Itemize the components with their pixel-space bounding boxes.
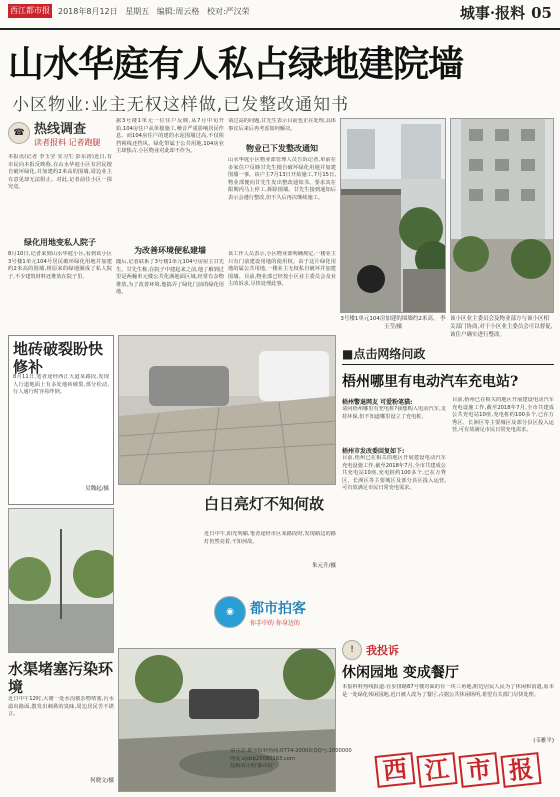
subheadline: 小区物业:业主无权这样做,已发整改通知书: [12, 95, 350, 115]
masthead-logo: 西江都市报: [8, 4, 52, 18]
editor: 编辑:周云格: [156, 7, 200, 16]
kicker-title: 热线调查: [34, 122, 87, 137]
contact-line: 请注意:都市报料热线:0774-20000;QQ号:2000000: [230, 748, 352, 754]
article-text: 山水华庭小区物业部管理人员告诉记者,单前在多家住户反映甘先生擅自破坏绿化用地并加建围墙一事。该户主7月13日开始施工,7月15日,物业部便向甘先生发出整改通知书。要求其在限期内马上停工,拆除围墙。甘先生接到通知后表示会遵行整改,但不久后再次继续施工。: [228, 157, 336, 201]
street-item-2: [204, 495, 336, 575]
contact-line: 网友:xjdsb20080163.com: [230, 755, 296, 762]
inquiry-question-title: 梧州哪里有电动汽车充电站?: [342, 374, 519, 390]
article-text: 请过高的问题,甘先生表示目前也正在处理,具体事宜后来后再考虑如何解决。: [228, 118, 336, 132]
complaint-section: [342, 640, 554, 745]
section-label: 城事·报料 05: [459, 4, 552, 22]
photo-sidewalk-image: [119, 336, 336, 485]
footer-brand-logo: 西 江 市 报: [368, 752, 548, 788]
headline: 山水华庭有人私占绿地建院墙: [8, 43, 464, 85]
urban-pic-title: 都市拍客: [250, 600, 306, 617]
street-title: 地砖破裂盼快修补: [13, 340, 104, 374]
issue-weekday: 星期五: [125, 7, 150, 16]
contact-info: [230, 748, 366, 794]
issue-date: 2018年8月12日: [58, 7, 118, 16]
proofreader: 校对:严汉荣: [206, 7, 250, 16]
contact-line: 投稿请注明'都市报': [230, 763, 275, 770]
news-photo-street-lights: [8, 508, 114, 653]
photo-wall-image: [341, 119, 446, 313]
alert-icon: !: [342, 640, 362, 660]
article-column-1: [8, 118, 112, 328]
article-subtitle: 绿化用地变私人院子: [24, 238, 96, 247]
photo-street-lights-image: [9, 509, 114, 653]
photo-caption: 3号楼1单元104房加建的围墙约2米高。 李玉莹/摄: [340, 316, 446, 330]
street-byline: 何晓文/摄: [90, 778, 114, 784]
complaint-text: 本报料料热线报道:在步排路87号楼对面的有一块三角地,附近居民人民为了休闲和消遣,原本是一处绿化休闲园地,近日被人改为了餐厅,占据公共休闲场所,希望有关部门尽快处理。: [342, 684, 554, 698]
street-text: 近日中午12时,大塘一处水沟被杂物堵塞,污水溢出路面,散发出刺鼻的臭味,周边居民苦不堪言。: [8, 696, 114, 718]
complaint-title: 休闲园地 变成餐厅: [342, 665, 459, 681]
article-subtitle: 为改善环境便私建墙: [134, 246, 206, 255]
photo-caption: 该小区业主委员会及物业部方与该小区相关部门协商,对于小区业主委员会可以督促,该住户确实进行整改。: [450, 316, 553, 338]
street-text: 8月11日,笔者途经西江大道某路段,发现人行道地面上有多处地砖破裂,部分松动,行人通行时容易绊倒。: [13, 374, 109, 396]
article-text: 据3号楼1单元一位住户反映,从7月中旬开始,104房住户从单独施工,噪音严重影响居民作息。而104房住户的建的水泥围墙过高,不仅阻挡视线还挡风。绿化带属于公共用地,104房业主却独占,小区物业对此却不作为。: [116, 118, 224, 155]
reply-text: 目前,梧州已在相关的地区开展建设电动汽车充电设施工作,截至2018年7月,全市共建成公共充电站10座,充电桩约100多个,已在万秀区、长洲区等主要城区及部分县区投入运营,可有效满足市民日常充电需求。: [342, 455, 446, 492]
news-photo-wall: [340, 118, 446, 313]
article-column-2: [116, 118, 224, 328]
article-subtitle: 物业已下发整改通知: [246, 144, 318, 153]
article-text: 本报讯(记者 李玉莹 实习生 彭东涛)近日,有市民向本报反映称,在山水华庭小区有居民擅自破坏绿化,并加建约2米高的围墙,周边业主有意见却无法阻止。对此,记者前往小区一探究竟。: [8, 154, 112, 191]
news-photo-sidewalk: [118, 335, 336, 485]
street-title: 白日亮灯不知何故: [204, 495, 325, 513]
issue-meta: [58, 6, 255, 17]
article-column-3: [228, 118, 336, 328]
camera-icon: ◉: [214, 596, 246, 628]
page-header: [0, 0, 560, 30]
street-item-1: [8, 335, 114, 505]
photo-building-image: [451, 119, 554, 313]
reply-text-continued: 目前,梧州已在相关的地区开展建设电动汽车充电设施工作,截至2018年7月,全市共建成公共充电站10座,充电桩约100多个,已在万秀区、长洲区等主要城区及部分县区投入运营,可有效满足市民日常充电需求。: [452, 397, 554, 434]
urban-pic-subtitle: 你手中的 你身边的: [250, 619, 300, 627]
urban-pic-badge: [214, 582, 334, 642]
page-number: 05: [531, 4, 552, 22]
reply-from: 梧州市发改委回复如下:: [342, 448, 405, 455]
inquiry-question: 请问梧州哪里有充电桩?我想购入电动汽车,支持环保,但不知道哪里设立了充电桩。: [342, 406, 446, 420]
street-byline: 朱元升/摄: [312, 563, 336, 569]
complaint-label: 我投诉: [366, 644, 399, 657]
inquiry-from: 梧州警退网友 可爱粉笔猫:: [342, 399, 413, 406]
news-photo-building: [450, 118, 554, 313]
complaint-byline: (韦雅平): [533, 738, 554, 744]
article-text: 8月10日,记者来到山水华庭小区,看到该小区3号楼1单元104号居民破坏绿化用地并加建约2米高的围墙,将原来的绿地圈成了私人院子,不少建筑材料还堆放在院子里。: [8, 251, 112, 280]
article-text: 随后,记者联系了3号楼1单元104号房屋主甘先生。甘先生称,在院子中建起来之前,他了解到过里是两幢单元楼公共化满地面区域,经常有杂物堆放,为了改善环境,他搞弄了绿化门前的绿化用地。: [116, 259, 224, 296]
kicker: [8, 118, 112, 148]
online-inquiry: [342, 345, 554, 635]
street-byline: 吴魏起/摄: [85, 486, 109, 492]
inquiry-label: ■点击网络问政: [342, 345, 554, 365]
kicker-subtitle: 读者报料 记者跑腿: [34, 138, 101, 147]
article-text: 该工作人员表示,小区物业部明确规定,一楼业主只有门前建设用地的使用权。由于这片绿化用地的属公共用地,一楼业主无权私自破坏并加建围墙。目前,物业部已经按小区业主委员会及业主的诉求,尽快处理此事。: [228, 251, 336, 288]
street-item-3: [8, 660, 114, 792]
megaphone-icon: ☎: [8, 122, 30, 144]
street-title: 水渠堵塞污染环境: [8, 660, 114, 696]
street-text: 近日中午,阳光明媚,笔者途经市区某路段时,发现路边的路灯仍然亮着,不知何故。: [204, 531, 336, 545]
